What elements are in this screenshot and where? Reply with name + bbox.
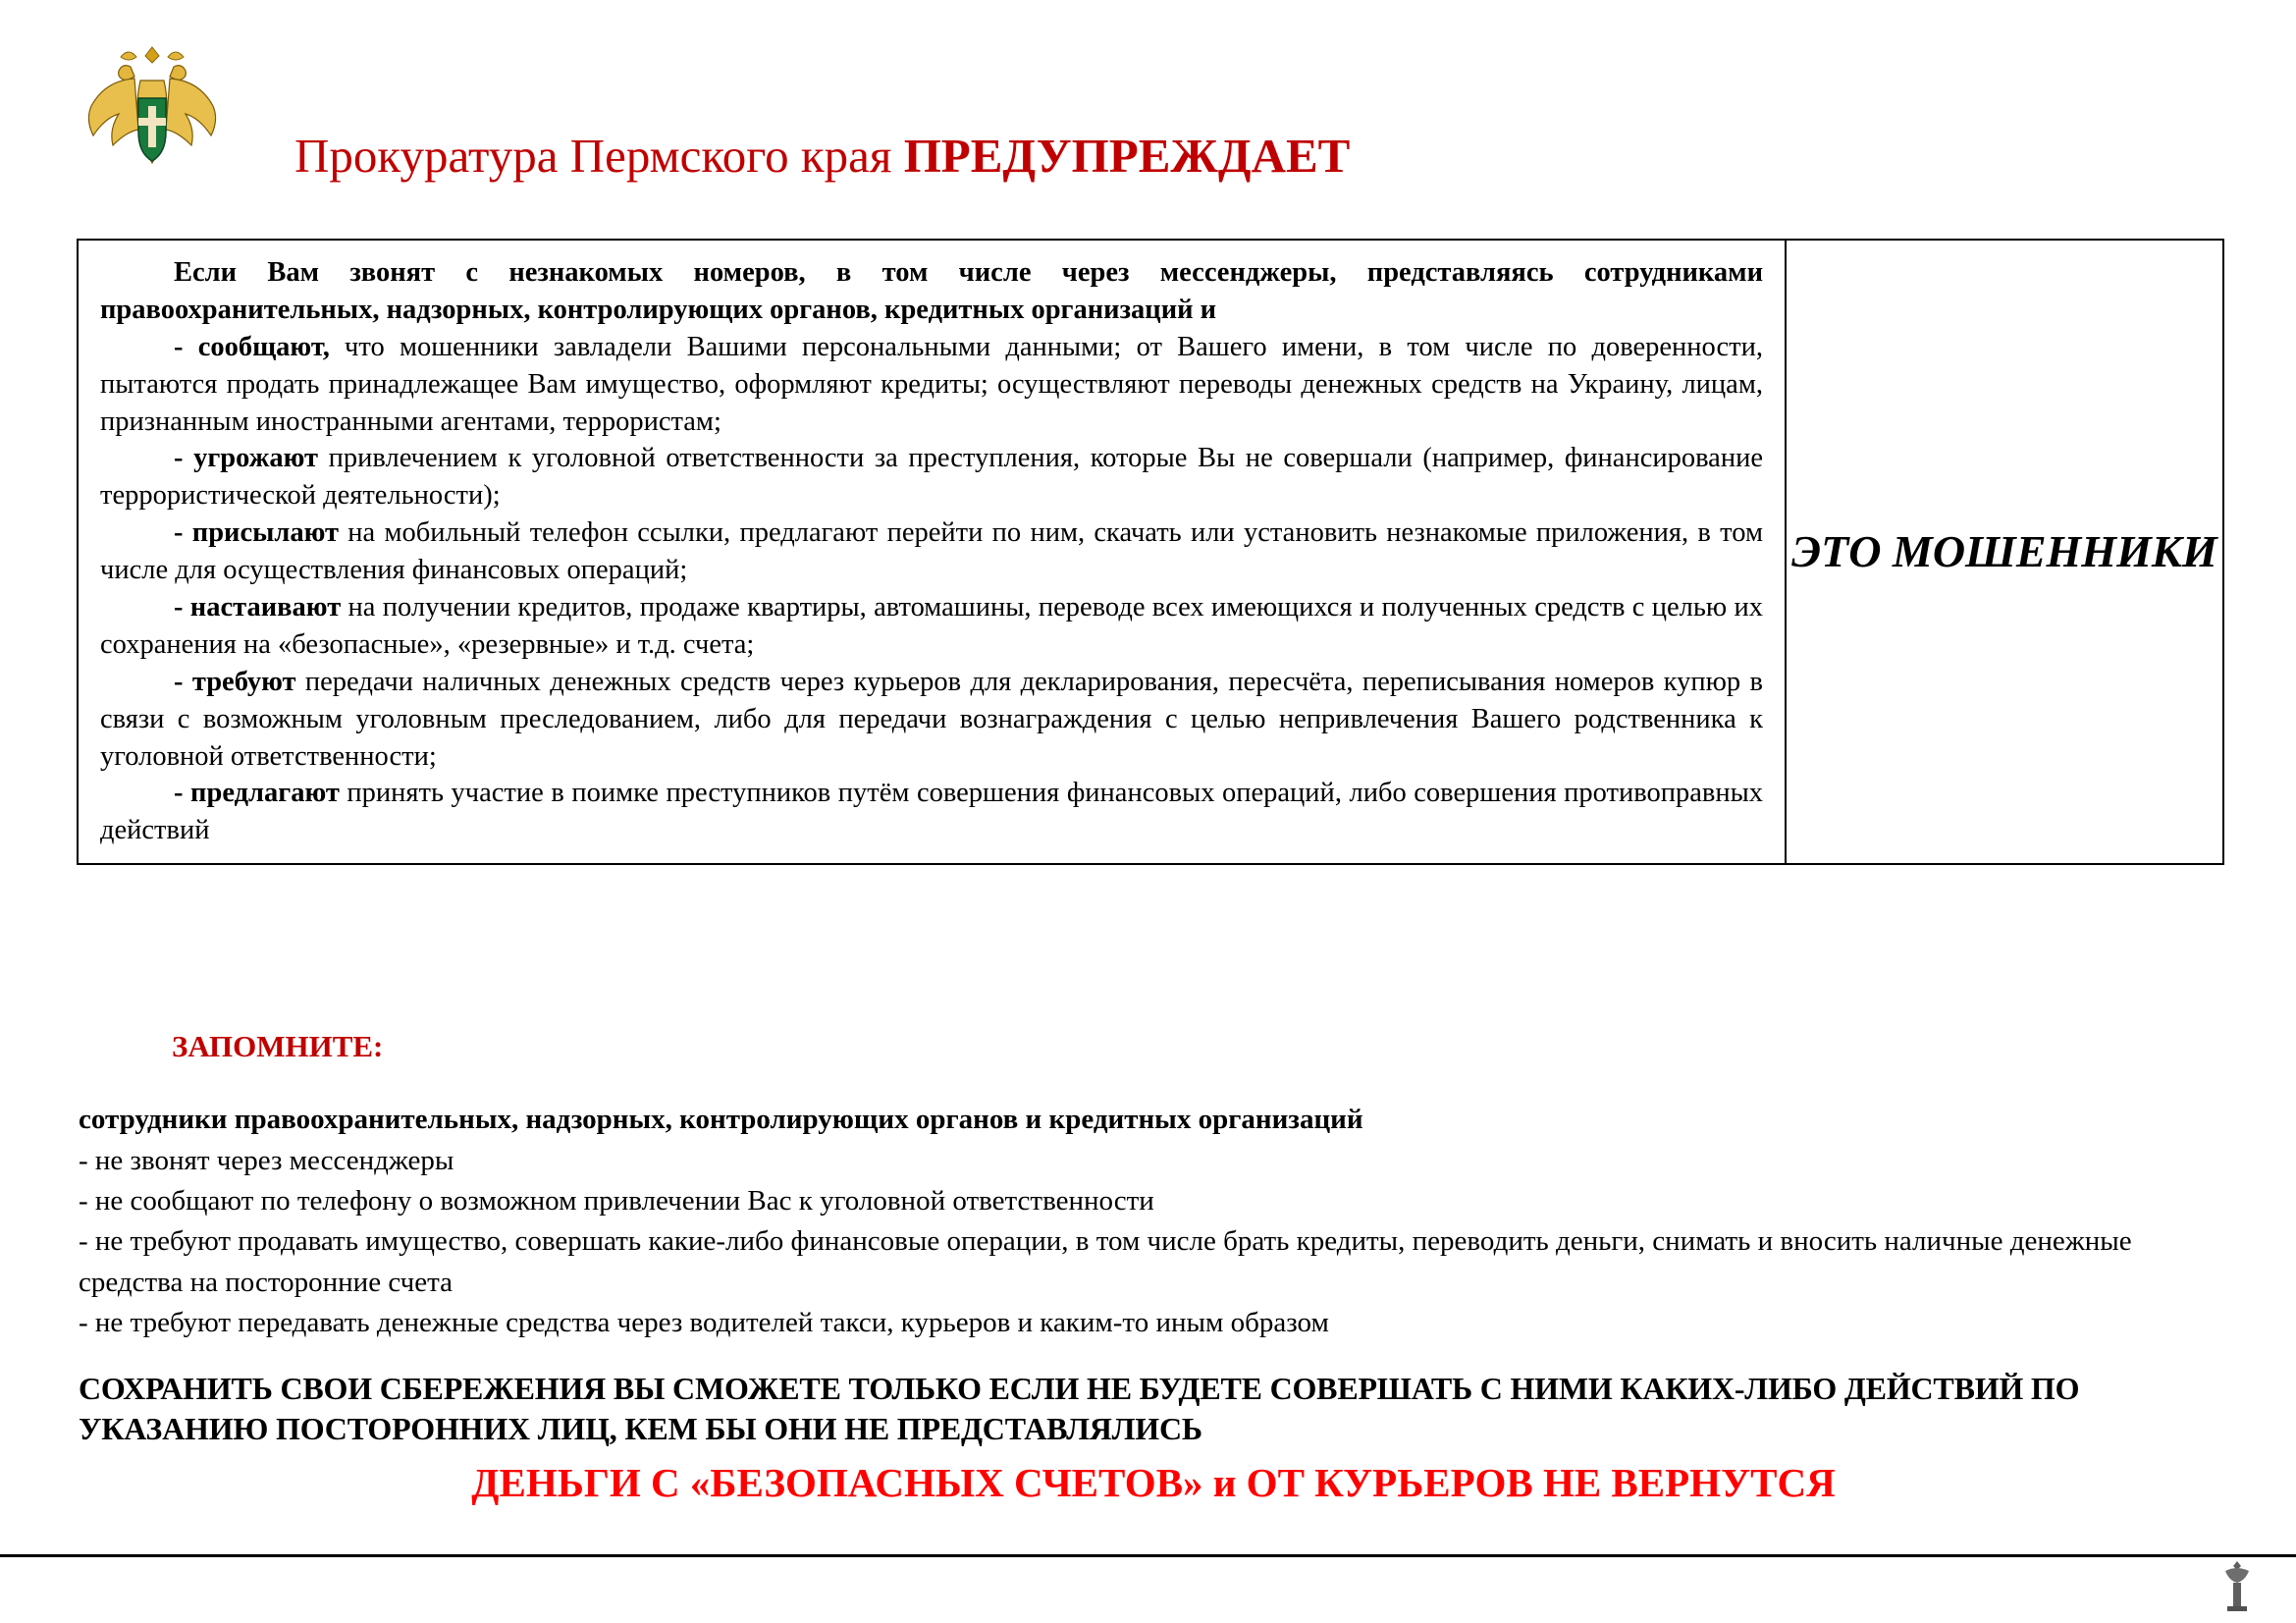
bottom-line: - не звонят через мессенджеры xyxy=(79,1145,454,1177)
remember-label: ЗАПОМНИТЕ: xyxy=(172,1029,384,1063)
page-title-normal: Прокуратура Пермского края xyxy=(294,129,904,183)
footer-emblem-icon xyxy=(2217,1559,2257,1614)
verdict-cell xyxy=(1787,241,2222,863)
warning-item-text: на мобильный телефон ссылки, предлагают перейти по ним, скачать или установить незнакомые приложения, в том числе для осуществления финансовых операций; xyxy=(100,517,1763,586)
bottom-emphasis: СОХРАНИТЬ СВОИ СБЕРЕЖЕНИЯ ВЫ СМОЖЕТЕ ТОЛЬКО ЕСЛИ НЕ БУДЕТЕ СОВЕРШАТЬ С НИМИ КАКИХ-ЛИБО ДЕЙСТВИЙ ПО УКАЗАНИЮ ПОСТОРОННИХ ЛИЦ, КЕМ БЫ ОНИ НЕ ПРЕДСТАВЛЯЛИСЬ xyxy=(79,1370,2080,1446)
bottom-line: - не требуют передавать денежные средства через водителей такси, курьеров и каким-то иным образом xyxy=(79,1306,1329,1338)
warning-intro: Если Вам звонят с незнакомых номеров, в том числе через мессенджеры, представляясь сотрудниками правоохранительных, надзорных, контролирующих органов, кредитных организаций и xyxy=(100,257,1763,325)
warning-item-text: привлечением к уголовной ответственности за преступления, которые Вы не совершали (например, финансирование террористической деятельности); xyxy=(100,443,1763,512)
russian-double-headed-eagle-emblem xyxy=(83,41,221,213)
warning-item xyxy=(100,775,1763,849)
warning-item-text: принять участие в поимке преступников путём совершения финансовых операций, либо совершения противоправных действий xyxy=(100,778,1763,846)
bottom-lead: сотрудники правоохранительных, надзорных, контролирующих органов и кредитных организаций xyxy=(79,1104,1363,1135)
warning-item xyxy=(100,514,1763,589)
page-title xyxy=(294,128,1350,184)
warning-item-lead: - требуют xyxy=(174,666,296,697)
bottom-line: - не требуют продавать имущество, совершать какие-либо финансовые операции, в том числе брать кредиты, переводить деньги, снимать и вносить наличные денежные средства на посторонние счета xyxy=(79,1225,2132,1298)
warning-item-text: что мошенники завладели Вашими персональными данными; от Вашего имени, в том числе по доверенности, пытаются продать принадлежащее Вам имущество, оформляют кредиты; осуществляют переводы денежных средств на Украину, лицам, признанным иностранными агентами, террористам; xyxy=(100,331,1763,437)
warning-item-text: передачи наличных денежных средств через курьеров для декларирования, пересчёта, переписывания номеров купюр в связи с возможным уголовным преследованием, либо для передачи вознаграждения с целью непривлечения Вашего родственника к уголовной ответственности; xyxy=(100,666,1763,772)
verdict-text: ЭТО МОШЕННИКИ xyxy=(1791,526,2217,577)
warning-item xyxy=(100,589,1763,664)
document-header xyxy=(0,0,2296,226)
warning-list-cell xyxy=(79,241,1787,863)
warning-item-lead: - сообщают, xyxy=(174,331,330,362)
bottom-final-warning: ДЕНЬГИ С «БЕЗОПАСНЫХ СЧЕТОВ» и ОТ КУРЬЕРОВ НЕ ВЕРНУТСЯ xyxy=(471,1459,1836,1505)
bottom-section xyxy=(79,1100,2228,1507)
warning-item-lead: - присылают xyxy=(174,517,340,549)
warning-table xyxy=(77,239,2224,865)
footer-divider xyxy=(0,1554,2296,1557)
warning-item-lead: - угрожают xyxy=(174,443,319,474)
warning-item xyxy=(100,440,1763,514)
bottom-line: - не сообщают по телефону о возможном привлечении Вас к уголовной ответственности xyxy=(79,1185,1154,1217)
warning-item-text: на получении кредитов, продаже квартиры, автомашины, переводе всех имеющихся и полученных средств с целью их сохранения на «безопасные», «резервные» и т.д. счета; xyxy=(100,592,1764,660)
warning-item xyxy=(100,329,1763,441)
warning-item-lead: - предлагают xyxy=(174,778,340,809)
page-title-bold: ПРЕДУПРЕЖДАЕТ xyxy=(903,129,1351,183)
warning-item xyxy=(100,664,1763,776)
warning-item-lead: - настаивают xyxy=(174,592,342,623)
